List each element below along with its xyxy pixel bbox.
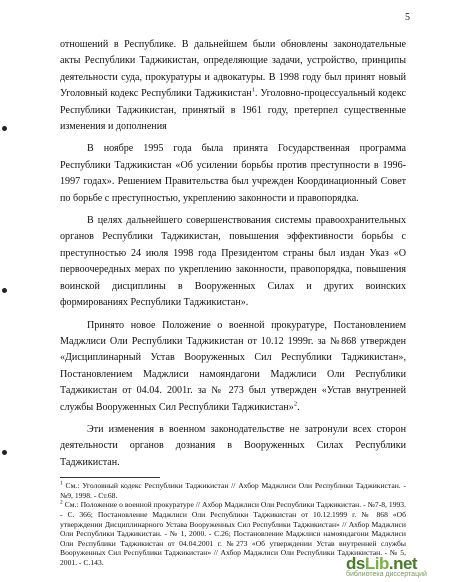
page-number: 5 (405, 12, 410, 23)
footnote-divider (60, 477, 160, 478)
footnote-1: $^1$ См.: Уголовный кодекс Республики Таджикистан // Ахбор Маджлиси Оли Республики Таджикистан. - №9, 1998. - Ст.68. (60, 480, 406, 500)
watermark-caption: библиотека диссертаций (346, 571, 427, 578)
body-text (60, 37, 406, 568)
paragraph-2: В ноябре 1995 года была принята Государственная программа Республики Таджикистан «Об усилении борьбы против преступности в 1996-1997 годах». Решением Правительства был учрежден Координационный Совет по борьбе с преступностью, укреплению законности и правопорядка. (60, 143, 406, 204)
paragraph-3: В целях дальнейшего совершенствования системы правоохранительных органов Республики Таджикистан, повышения эффективности борьбы с преступностью 24 июля 1998 года Президентом страны был издан Указ «О первоочередных мерах по укреплению законности, правопорядка, повышения воинской дисциплины в Вооруженных Силах и других воинских формированиях Республики Таджикистан». (60, 215, 406, 309)
paragraph-4: Принято новое Положение о военной прокуратуре, Постановлением Маджлиси Оли Республики Таджикистан от 10.12 1999г. за №868 утвержден «Дисциплинарный Устав Вооруженных Сил Республики Таджикистан», Постановлением Маджлиси намояндагони Маджлиси Оли Республики Таджикистан от 04.04. 2001г. за № 273 был утвержден «Устав внутренней службы Вооруженных Сил Республики Таджикистан»$^2$. (60, 319, 406, 413)
footnote-2: $^2$ См.: Положение о военной прокуратуре // Ахбор Маджлиси Оли Республики Таджикистан. - №7-8, 1993. - С. 366; Постановление Маджлиси Оли Республики Таджикистан от 10.12.1999 г. № 868 «Об утверждении Дисциплинарного Устава Вооруженных Сил Республики Таджикистан» // Ахбор Маджлиси Оли Республики Таджикистан. - № 1, 2000. - С.26; Постановление Маджлиси намояндагони Маджлиси Оли Республики Таджикистан от 04.04.2001 г. №273 «Об утверждении Устав внутренней службы Вооруженных Сил Республики Таджикистан» // Ахбор Маджлиси Оли Республики Таджикистан. - № 5, 2001. - С.143. (60, 499, 406, 567)
dslib-logo: dsLib.net (346, 554, 418, 573)
binding-hole-top (2, 126, 7, 131)
watermark-logo[interactable] (346, 554, 442, 580)
paragraph-5: Эти изменения в военном законодательстве не затронули всех сторон деятельности органов дознания в Вооруженных Силах Республики Таджикистан. (60, 423, 406, 468)
paragraph-1: отношений в Республике. В дальнейшем были обновлены законодательные акты Республики Таджикистан, определяющие задачи, устройство, принципы деятельности суда, прокуратуры и адвокатуры. В 1998 году был принят новый Уголовный кодекс Республики Таджикистан$^1$. Уголовно-процессуальный кодекс Республики Таджикистан, принятый в 1961 году, претерпел существенные изменения и дополнения (60, 39, 406, 133)
footnote-ref-1[interactable]: 1 (251, 86, 255, 94)
binding-hole-middle (2, 288, 7, 293)
footnote-ref-2[interactable]: 2 (293, 400, 298, 408)
binding-hole-bottom (2, 450, 7, 455)
